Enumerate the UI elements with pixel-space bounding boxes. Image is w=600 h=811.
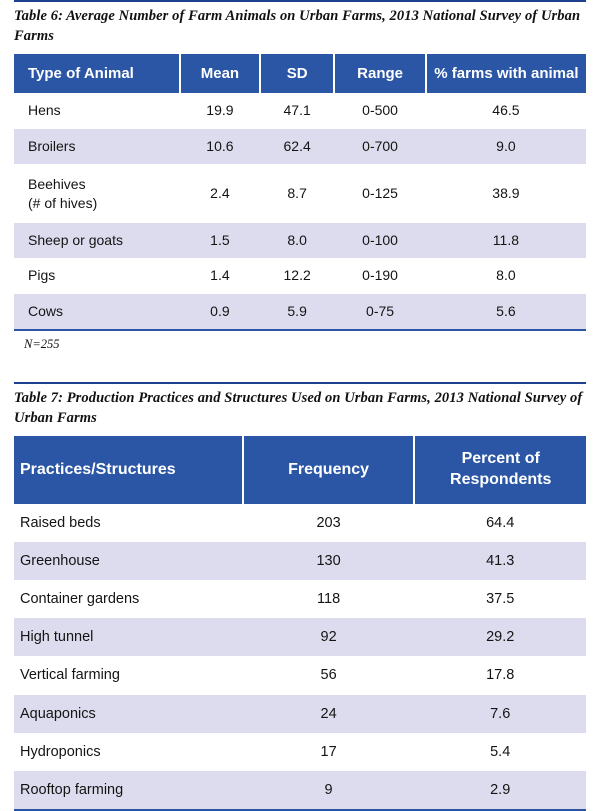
table-row bbox=[14, 542, 586, 580]
table-6-cell-sd: 12.2 bbox=[260, 258, 334, 294]
table-6-cell-animal: Cows bbox=[14, 294, 180, 331]
table-6-cell-mean: 19.9 bbox=[180, 93, 260, 129]
table-7-cell-practice: High tunnel bbox=[14, 618, 243, 656]
table-7-cell-frequency: 17 bbox=[243, 733, 415, 771]
table-7-cell-frequency: 24 bbox=[243, 695, 415, 733]
table-7-cell-frequency: 118 bbox=[243, 580, 415, 618]
table-row bbox=[14, 580, 586, 618]
table-row bbox=[14, 656, 586, 694]
table-row bbox=[14, 258, 586, 294]
table-6-col-header-mean: Mean bbox=[180, 54, 260, 93]
table-6-col-header-sd: SD bbox=[260, 54, 334, 93]
table-7-cell-percent: 37.5 bbox=[414, 580, 586, 618]
table-row bbox=[14, 223, 586, 259]
table-row bbox=[14, 294, 586, 331]
table-7-cell-practice: Container gardens bbox=[14, 580, 243, 618]
table-6-cell-range: 0-190 bbox=[334, 258, 426, 294]
table-7-caption: Table 7: Production Practices and Structures Used on Urban Farms, 2013 National Survey of Urban Farms bbox=[14, 390, 583, 426]
table-row bbox=[14, 93, 586, 129]
table-7-cell-percent: 5.4 bbox=[414, 733, 586, 771]
table-6-cell-animal: Broilers bbox=[14, 129, 180, 165]
table-7-cell-practice: Greenhouse bbox=[14, 542, 243, 580]
table-7-col-header-percent-line1: Percent of bbox=[461, 450, 540, 468]
table-7-col-header-practices: Practices/Structures bbox=[14, 436, 243, 504]
table-row bbox=[14, 129, 586, 165]
table-7-cell-frequency: 92 bbox=[243, 618, 415, 656]
table-6-cell-sd: 8.7 bbox=[260, 164, 334, 222]
table-6-cell-range: 0-125 bbox=[334, 164, 426, 222]
table-row bbox=[14, 504, 586, 542]
table-6-cell-sd: 5.9 bbox=[260, 294, 334, 331]
table-6-cell-animal: Hens bbox=[14, 93, 180, 129]
table-6-cell-sd: 62.4 bbox=[260, 129, 334, 165]
table-row bbox=[14, 164, 586, 222]
table-6-cell-animal: Pigs bbox=[14, 258, 180, 294]
table-6-cell-animal-line2: (# of hives) bbox=[28, 194, 98, 211]
table-row bbox=[14, 733, 586, 771]
table-6-cell-percent: 11.8 bbox=[426, 223, 586, 259]
table-6-col-header-range: Range bbox=[334, 54, 426, 93]
table-7-cell-practice: Vertical farming bbox=[14, 656, 243, 694]
table-7-cell-percent: 41.3 bbox=[414, 542, 586, 580]
table-7-cell-percent: 17.8 bbox=[414, 656, 586, 694]
table-6-header-row bbox=[14, 54, 586, 93]
table-7-block bbox=[14, 382, 586, 811]
table-6-cell-sd: 8.0 bbox=[260, 223, 334, 259]
table-row bbox=[14, 695, 586, 733]
table-6-cell-mean: 1.5 bbox=[180, 223, 260, 259]
table-6-cell-range: 0-500 bbox=[334, 93, 426, 129]
table-6-cell-animal: Sheep or goats bbox=[14, 223, 180, 259]
table-6-caption: Table 6: Average Number of Farm Animals on Urban Farms, 2013 National Survey of Urban Farms bbox=[14, 8, 581, 44]
table-6-cell-animal bbox=[14, 164, 180, 222]
table-7-cell-percent: 29.2 bbox=[414, 618, 586, 656]
table-6-cell-range: 0-75 bbox=[334, 294, 426, 331]
table-7-col-header-percent bbox=[414, 436, 586, 504]
table-7-cell-frequency: 56 bbox=[243, 656, 415, 694]
table-7-cell-frequency: 203 bbox=[243, 504, 415, 542]
table-7-col-header-percent-line2: Respondents bbox=[450, 471, 552, 489]
table-6-cell-percent: 9.0 bbox=[426, 129, 586, 165]
table-row bbox=[14, 771, 586, 810]
table-7-col-header-frequency: Frequency bbox=[243, 436, 415, 504]
table-6-cell-mean: 1.4 bbox=[180, 258, 260, 294]
table-7 bbox=[14, 436, 586, 811]
table-6-cell-percent: 8.0 bbox=[426, 258, 586, 294]
table-7-cell-percent: 2.9 bbox=[414, 771, 586, 810]
table-6-cell-mean: 10.6 bbox=[180, 129, 260, 165]
table-7-cell-percent: 7.6 bbox=[414, 695, 586, 733]
table-6-cell-range: 0-100 bbox=[334, 223, 426, 259]
table-6-col-header-animal: Type of Animal bbox=[14, 54, 180, 93]
table-6-cell-mean: 2.4 bbox=[180, 164, 260, 222]
table-6-cell-range: 0-700 bbox=[334, 129, 426, 165]
table-7-cell-frequency: 9 bbox=[243, 771, 415, 810]
section-spacer bbox=[14, 352, 586, 382]
table-7-header-row bbox=[14, 436, 586, 504]
table-6-cell-mean: 0.9 bbox=[180, 294, 260, 331]
table-6-note: N=255 bbox=[24, 337, 60, 352]
table-6-cell-percent: 46.5 bbox=[426, 93, 586, 129]
table-7-cell-practice: Raised beds bbox=[14, 504, 243, 542]
table-6 bbox=[14, 54, 586, 331]
table-7-cell-practice: Aquaponics bbox=[14, 695, 243, 733]
table-6-cell-sd: 47.1 bbox=[260, 93, 334, 129]
table-6-cell-percent: 38.9 bbox=[426, 164, 586, 222]
table-row bbox=[14, 618, 586, 656]
table-7-cell-practice: Hydroponics bbox=[14, 733, 243, 771]
table-6-col-header-percent: % farms with animal bbox=[426, 54, 586, 93]
table-6-block bbox=[14, 0, 586, 352]
table-6-cell-percent: 5.6 bbox=[426, 294, 586, 331]
table-7-cell-percent: 64.4 bbox=[414, 504, 586, 542]
table-6-cell-animal-line1: Beehives bbox=[28, 176, 86, 193]
table-7-cell-frequency: 130 bbox=[243, 542, 415, 580]
table-7-cell-practice: Rooftop farming bbox=[14, 771, 243, 810]
